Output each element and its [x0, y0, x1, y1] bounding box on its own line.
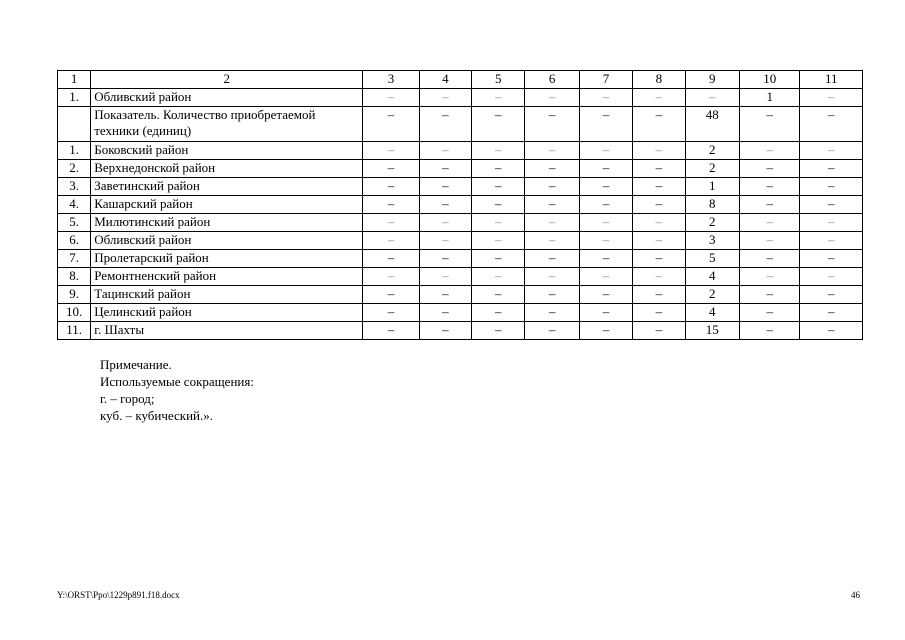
header-cell: 11 [800, 71, 863, 89]
row-name: Боковский район [91, 142, 363, 160]
value-cell: – [579, 322, 632, 340]
value-cell: – [525, 304, 579, 322]
note-title: Примечание. [100, 357, 172, 372]
header-cell: 1 [58, 71, 91, 89]
table-row [58, 107, 863, 142]
row-name: Обливский район [91, 89, 363, 107]
value-cell: – [363, 232, 419, 250]
note-line-1: г. – город; [100, 391, 155, 406]
value-cell: – [633, 178, 685, 196]
header-cell: 10 [739, 71, 799, 89]
value-cell: – [525, 196, 579, 214]
value-cell: – [579, 286, 632, 304]
value-cell: – [525, 107, 579, 142]
value-cell: – [739, 160, 799, 178]
value-cell: – [472, 214, 525, 232]
row-name: Ремонтненский район [91, 268, 363, 286]
value-cell: – [800, 142, 863, 160]
value-cell: – [472, 304, 525, 322]
row-number: 7. [58, 250, 91, 268]
row-number: 11. [58, 322, 91, 340]
value-cell: – [579, 196, 632, 214]
value-cell: – [419, 89, 471, 107]
value-cell: – [472, 160, 525, 178]
value-cell: – [800, 232, 863, 250]
value-cell: – [739, 107, 799, 142]
value-cell: 2 [685, 142, 739, 160]
value-cell: 8 [685, 196, 739, 214]
value-cell: – [363, 250, 419, 268]
value-cell: – [525, 178, 579, 196]
value-cell: – [633, 89, 685, 107]
value-cell: – [579, 142, 632, 160]
header-row [58, 71, 863, 89]
data-table [57, 70, 863, 340]
value-cell: – [739, 286, 799, 304]
value-cell: – [419, 268, 471, 286]
value-cell: – [633, 214, 685, 232]
value-cell: – [579, 304, 632, 322]
row-name: Целинский район [91, 304, 363, 322]
value-cell: – [579, 107, 632, 142]
value-cell: – [800, 304, 863, 322]
table-row [58, 268, 863, 286]
header-cell: 8 [633, 71, 685, 89]
row-name: Заветинский район [91, 178, 363, 196]
value-cell: – [739, 268, 799, 286]
row-number: 5. [58, 214, 91, 232]
header-cell: 4 [419, 71, 471, 89]
value-cell: – [472, 268, 525, 286]
value-cell: – [363, 286, 419, 304]
value-cell: – [419, 232, 471, 250]
row-number: 4. [58, 196, 91, 214]
value-cell: – [800, 214, 863, 232]
value-cell: – [472, 142, 525, 160]
table-row [58, 178, 863, 196]
row-name: Верхнедонской район [91, 160, 363, 178]
value-cell: – [525, 250, 579, 268]
value-cell: – [472, 89, 525, 107]
value-cell: – [633, 232, 685, 250]
row-number: 3. [58, 178, 91, 196]
value-cell: 2 [685, 286, 739, 304]
value-cell: – [633, 322, 685, 340]
value-cell: – [472, 322, 525, 340]
value-cell: – [739, 322, 799, 340]
row-number: 8. [58, 268, 91, 286]
value-cell: – [525, 286, 579, 304]
value-cell: – [525, 160, 579, 178]
value-cell: – [419, 214, 471, 232]
header-cell: 7 [579, 71, 632, 89]
value-cell: – [363, 178, 419, 196]
value-cell: 15 [685, 322, 739, 340]
value-cell: – [800, 160, 863, 178]
table-row [58, 286, 863, 304]
table-row [58, 196, 863, 214]
note-intro: Используемые сокращения: [100, 374, 254, 389]
row-number: 10. [58, 304, 91, 322]
row-number: 1. [58, 142, 91, 160]
value-cell: – [800, 178, 863, 196]
value-cell: – [633, 304, 685, 322]
value-cell: – [419, 178, 471, 196]
value-cell: – [579, 232, 632, 250]
table-row [58, 304, 863, 322]
value-cell: – [579, 89, 632, 107]
header-cell: 9 [685, 71, 739, 89]
value-cell: – [579, 160, 632, 178]
row-name: Показатель. Количество приобретаемой техники (единиц) [91, 107, 363, 142]
value-cell: – [800, 286, 863, 304]
row-number: 2. [58, 160, 91, 178]
value-cell: 3 [685, 232, 739, 250]
value-cell: – [633, 107, 685, 142]
value-cell: – [633, 268, 685, 286]
value-cell: – [633, 160, 685, 178]
value-cell: – [739, 232, 799, 250]
value-cell: – [419, 286, 471, 304]
value-cell: – [800, 89, 863, 107]
value-cell: 4 [685, 268, 739, 286]
table-row [58, 160, 863, 178]
value-cell: – [472, 178, 525, 196]
value-cell: 2 [685, 160, 739, 178]
value-cell: – [800, 268, 863, 286]
note-line-2: куб. – кубический.». [100, 408, 213, 423]
value-cell: – [363, 107, 419, 142]
value-cell: – [579, 214, 632, 232]
value-cell: – [800, 196, 863, 214]
row-name: г. Шахты [91, 322, 363, 340]
row-name: Тацинский район [91, 286, 363, 304]
value-cell: – [419, 304, 471, 322]
value-cell: – [579, 268, 632, 286]
page-number: 46 [851, 590, 860, 600]
value-cell: – [419, 250, 471, 268]
value-cell: – [800, 322, 863, 340]
value-cell: – [419, 196, 471, 214]
value-cell: – [739, 178, 799, 196]
table-row [58, 232, 863, 250]
row-number: 1. [58, 89, 91, 107]
value-cell: 1 [739, 89, 799, 107]
value-cell: – [363, 304, 419, 322]
value-cell: – [633, 250, 685, 268]
value-cell: – [363, 142, 419, 160]
value-cell: – [739, 250, 799, 268]
value-cell: – [363, 214, 419, 232]
value-cell: – [472, 232, 525, 250]
value-cell: – [363, 89, 419, 107]
table-row [58, 89, 863, 107]
value-cell: – [525, 322, 579, 340]
value-cell: – [363, 268, 419, 286]
value-cell: – [739, 196, 799, 214]
header-cell: 3 [363, 71, 419, 89]
table-row [58, 250, 863, 268]
value-cell: – [800, 250, 863, 268]
value-cell: – [419, 160, 471, 178]
value-cell: – [579, 250, 632, 268]
value-cell: – [739, 304, 799, 322]
value-cell: – [633, 142, 685, 160]
header-cell: 6 [525, 71, 579, 89]
table-row [58, 142, 863, 160]
value-cell: – [685, 89, 739, 107]
value-cell: – [579, 178, 632, 196]
value-cell: 1 [685, 178, 739, 196]
value-cell: – [472, 286, 525, 304]
value-cell: – [525, 142, 579, 160]
value-cell: – [800, 107, 863, 142]
footer-file-path: Y:\ORST\Ppo\1229p891.f18.docx [57, 590, 180, 600]
header-cell: 5 [472, 71, 525, 89]
row-name: Милютинский район [91, 214, 363, 232]
value-cell: – [739, 214, 799, 232]
value-cell: – [525, 89, 579, 107]
value-cell: 2 [685, 214, 739, 232]
row-number: 9. [58, 286, 91, 304]
value-cell: – [525, 268, 579, 286]
value-cell: – [525, 232, 579, 250]
value-cell: – [525, 214, 579, 232]
value-cell: – [363, 322, 419, 340]
row-name: Обливский район [91, 232, 363, 250]
value-cell: – [472, 196, 525, 214]
value-cell: – [363, 160, 419, 178]
table-row [58, 322, 863, 340]
header-cell: 2 [91, 71, 363, 89]
value-cell: 4 [685, 304, 739, 322]
value-cell: – [363, 196, 419, 214]
row-name: Пролетарский район [91, 250, 363, 268]
value-cell: – [419, 142, 471, 160]
value-cell: 5 [685, 250, 739, 268]
note-block [100, 356, 254, 424]
value-cell: – [419, 322, 471, 340]
row-name: Кашарский район [91, 196, 363, 214]
value-cell: 48 [685, 107, 739, 142]
value-cell: – [633, 196, 685, 214]
value-cell: – [419, 107, 471, 142]
value-cell: – [633, 286, 685, 304]
row-number: 6. [58, 232, 91, 250]
value-cell: – [472, 107, 525, 142]
table-row [58, 214, 863, 232]
value-cell: – [472, 250, 525, 268]
value-cell: – [739, 142, 799, 160]
row-number [58, 107, 91, 142]
